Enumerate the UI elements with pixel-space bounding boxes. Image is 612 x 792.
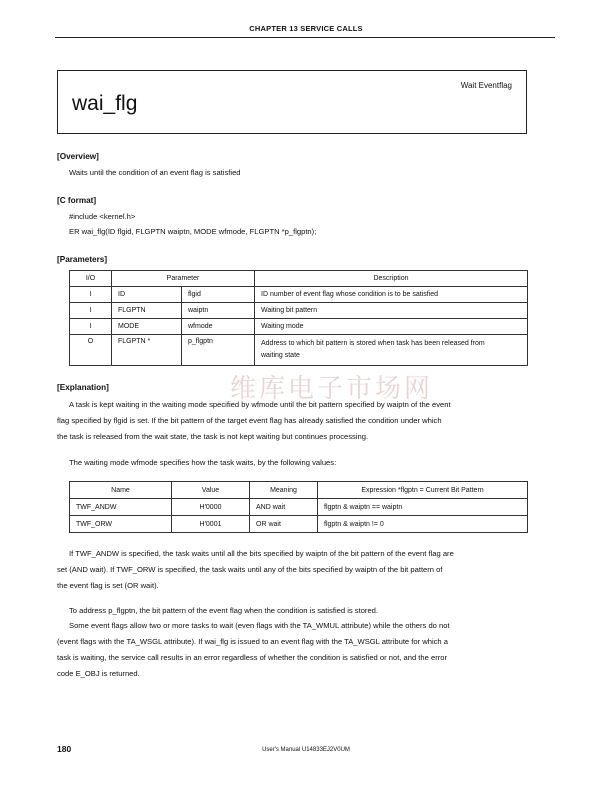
header-rule	[55, 37, 555, 38]
param-io: O	[70, 335, 112, 366]
function-category: Wait Eventflag	[460, 81, 512, 90]
mode-name: TWF_ANDW	[70, 499, 172, 516]
explanation-paragraph-2: The waiting mode wfmode specifies how the task waits, by the following values:	[69, 458, 337, 467]
table-header-row	[70, 271, 528, 287]
mode-expression: flgptn & waiptn != 0	[318, 516, 528, 533]
col-io: I/O	[70, 271, 112, 287]
param-name: flgid	[182, 287, 255, 303]
mode-meaning: OR wait	[250, 516, 318, 533]
mode-value: H'0000	[172, 499, 250, 516]
explanation-paragraph-5	[57, 618, 527, 682]
text-line: code E_OBJ is returned.	[57, 669, 140, 678]
overview-text: Waits until the condition of an event flag is satisfied	[69, 168, 241, 177]
function-name: wai_flg	[72, 92, 138, 115]
table-row	[70, 287, 528, 303]
param-description-line2: waiting state	[261, 352, 300, 359]
text-line: If TWF_ANDW is specified, the task waits until all the bits specified by waiptn of the bit pattern of the event flag are	[69, 549, 454, 558]
c-format-prototype: ER wai_flg(ID flgid, FLGPTN waiptn, MODE wfmode, FLGPTN *p_flgptn);	[69, 227, 317, 236]
page-number: 180	[57, 744, 72, 754]
table-row	[70, 516, 528, 533]
text-line: Some event flags allow two or more tasks to wait (even flags with the TA_WMUL attribute) while the others do not	[69, 621, 450, 630]
c-format-include: #include <kernel.h>	[69, 212, 136, 221]
chapter-header: CHAPTER 13 SERVICE CALLS	[249, 24, 363, 33]
param-description: Waiting bit pattern	[255, 303, 528, 319]
param-description-line1: Address to which bit pattern is stored when task has been released from	[261, 340, 485, 347]
param-type: MODE	[112, 319, 182, 335]
mode-name: TWF_ORW	[70, 516, 172, 533]
col-value: Value	[172, 482, 250, 499]
col-parameter: Parameter	[112, 271, 255, 287]
col-expression: Expression *flgptn = Current Bit Pattern	[318, 482, 528, 499]
param-name: waiptn	[182, 303, 255, 319]
table-header-row	[70, 482, 528, 499]
col-name: Name	[70, 482, 172, 499]
explanation-heading: [Explanation]	[57, 383, 109, 392]
text-line: A task is kept waiting in the waiting mode specified by wfmode until the bit pattern specified by waiptn of the event	[69, 400, 451, 409]
table-row	[70, 319, 528, 335]
explanation-paragraph-3	[57, 546, 527, 594]
text-line: the event flag is set (OR wait).	[57, 581, 159, 590]
mode-meaning: AND wait	[250, 499, 318, 516]
text-line: task is waiting, the service call results in an error regardless of whether the condition is satisfied or not, and the error	[57, 653, 447, 662]
table-row	[70, 499, 528, 516]
param-type: ID	[112, 287, 182, 303]
mode-value: H'0001	[172, 516, 250, 533]
param-description	[255, 335, 528, 366]
param-io: I	[70, 319, 112, 335]
param-io: I	[70, 287, 112, 303]
param-name: wfmode	[182, 319, 255, 335]
param-type: FLGPTN	[112, 303, 182, 319]
text-line: flag specified by flgid is set. If the bit pattern of the target event flag has already satisfied the condition under which	[57, 416, 442, 425]
text-line: (event flags with the TA_WSGL attribute). If wai_flg is issued to an event flag with the TA_WSGL attribute for which a	[57, 637, 448, 646]
manual-id: User's Manual U14833EJ2V0UM	[262, 747, 350, 753]
table-row	[70, 335, 528, 366]
wait-mode-table	[69, 481, 528, 533]
function-title-box	[57, 70, 527, 134]
param-type: FLGPTN *	[112, 335, 182, 366]
param-name: p_flgptn	[182, 335, 255, 366]
param-description: Waiting mode	[255, 319, 528, 335]
text-line: set (AND wait). If TWF_ORW is specified, the task waits until any of the bits specified by waiptn of the bit pattern of	[57, 565, 443, 574]
watermark: 维库电子市场网	[230, 374, 434, 404]
parameters-heading: [Parameters]	[57, 255, 108, 264]
explanation-paragraph-1	[57, 397, 527, 445]
parameters-table	[69, 270, 528, 366]
param-description: ID number of event flag whose condition is to be satisfied	[255, 287, 528, 303]
c-format-heading: [C format]	[57, 196, 97, 205]
overview-heading: [Overview]	[57, 152, 99, 161]
param-io: I	[70, 303, 112, 319]
col-meaning: Meaning	[250, 482, 318, 499]
explanation-paragraph-4	[57, 603, 527, 619]
table-row	[70, 303, 528, 319]
col-description: Description	[255, 271, 528, 287]
mode-expression: flgptn & waiptn == waiptn	[318, 499, 528, 516]
text-line: To address p_flgptn, the bit pattern of the event flag when the condition is satisfied is stored.	[69, 606, 378, 615]
text-line: the task is released from the wait state, the task is not kept waiting but continues processing.	[57, 432, 369, 441]
